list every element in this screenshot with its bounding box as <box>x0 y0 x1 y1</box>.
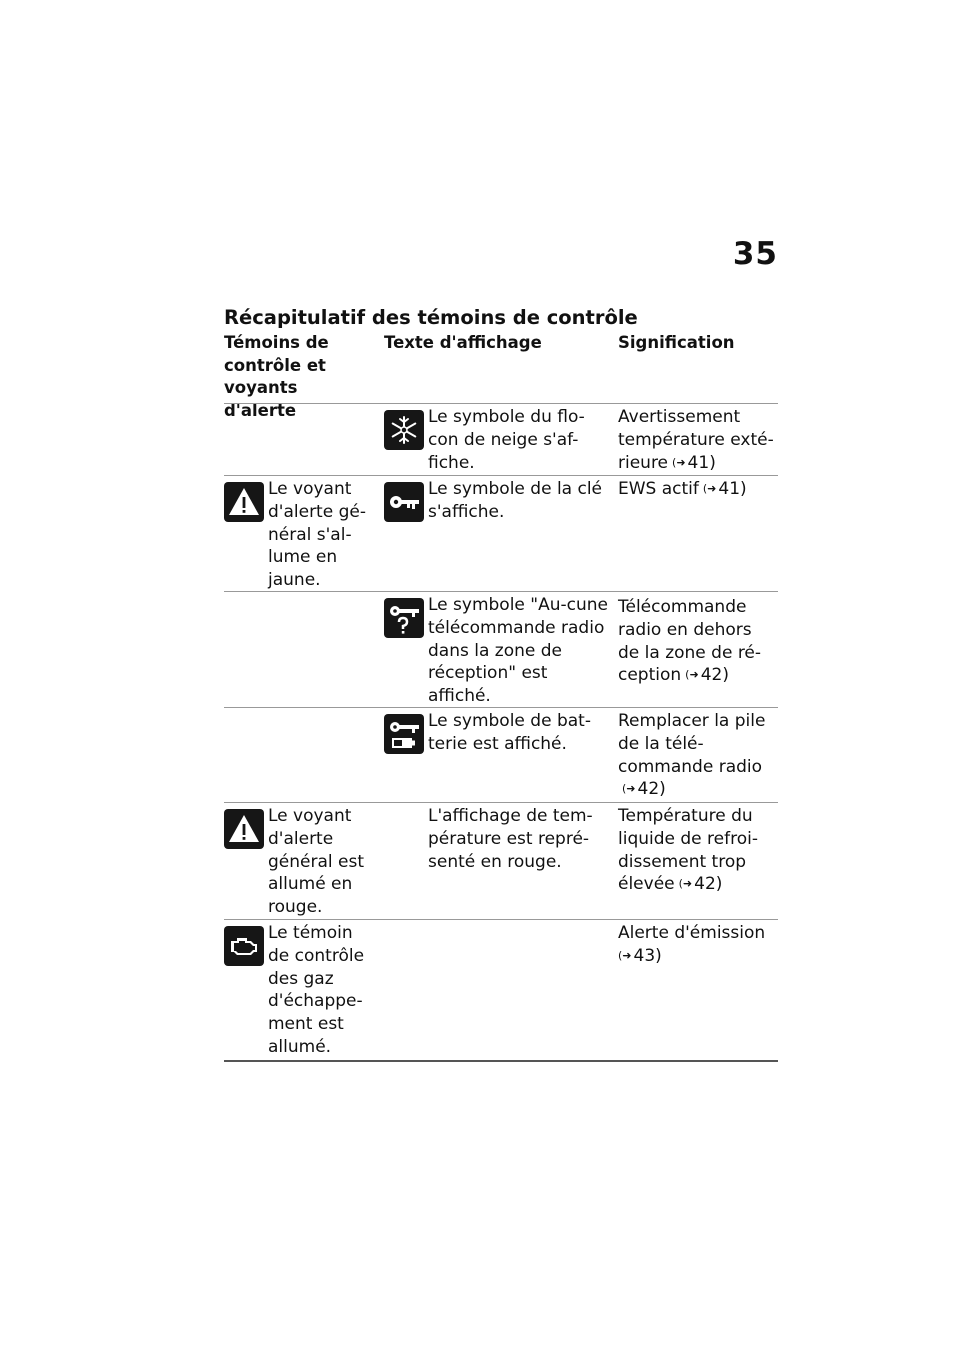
meaning-text: Télécommande radio en dehors de la zone de ré-ception (➜ 42) <box>618 597 762 686</box>
page-ref-arrow-icon: (➜ <box>618 948 632 962</box>
snowflake-icon <box>384 410 424 450</box>
meaning-text: Température du liquide de refroi-dissement trop élevée (➜ 42) <box>618 806 758 895</box>
display-text: L'affichage de tem-pérature est repré-senté en rouge. <box>428 806 593 872</box>
page-number: 35 <box>732 236 778 272</box>
table-row <box>224 403 778 475</box>
table-header <box>224 332 778 420</box>
page-ref: 42 <box>637 779 660 800</box>
meaning-text: EWS actif (➜ 41) <box>618 479 747 499</box>
table-row <box>224 919 778 1062</box>
key-battery-icon <box>384 714 424 754</box>
table-row <box>224 707 778 802</box>
section-title: Récapitulatif des témoins de contrôle <box>224 306 638 329</box>
table-row <box>224 591 778 707</box>
lamp-text: Le témoin de contrôle des gaz d'échappe-ment est allumé. <box>268 923 365 1057</box>
header-display-text: Texte d'affichage <box>384 333 542 352</box>
page-ref-arrow-icon: (➜ <box>678 877 693 891</box>
page-ref-arrow-icon: (➜ <box>702 482 717 495</box>
meaning-text: Alerte d'émission (➜ 43) <box>618 923 766 966</box>
page-ref: 42 <box>694 874 716 895</box>
page-ref: 43 <box>633 945 656 966</box>
display-text: Le symbole "Au-cune télécommande radio dans la zone de réception" est affiché. <box>428 595 609 707</box>
meaning-text: Avertissement température exté-rieure (➜ 41) <box>618 407 774 473</box>
display-text: Le symbole de bat-terie est affiché. <box>428 711 591 754</box>
header-meaning: Signification <box>618 333 735 352</box>
warning-triangle-icon <box>224 482 264 522</box>
table-row <box>224 802 778 919</box>
key-question-icon <box>384 598 424 638</box>
page-ref-arrow-icon: (➜ <box>672 455 686 469</box>
page-ref: 41 <box>687 452 710 473</box>
page-ref: 42 <box>700 665 723 686</box>
display-text: Le symbole du flo-con de neige s'af-fiche. <box>428 407 585 473</box>
page-ref-arrow-icon: (➜ <box>622 782 636 796</box>
lamp-text: Le voyant d'alerte général est allumé en rouge. <box>268 806 364 918</box>
page-ref: 41 <box>718 479 741 499</box>
page-ref-arrow-icon: (➜ <box>685 668 699 682</box>
indicator-summary-table <box>224 332 778 1062</box>
meaning-text: Remplacer la pile de la télé-commande radio(➜ 42) <box>618 711 766 800</box>
lamp-text: Le voyant d'alerte gé-néral s'al-lume en jaune. <box>268 479 366 591</box>
header-lamps: Témoins de contrôle et voyants d'alerte <box>224 333 329 420</box>
warning-triangle-icon <box>224 809 264 849</box>
key-icon <box>384 482 424 522</box>
display-text: Le symbole de la clé s'affiche. <box>428 479 603 522</box>
engine-icon <box>224 926 264 966</box>
table-row <box>224 475 778 591</box>
